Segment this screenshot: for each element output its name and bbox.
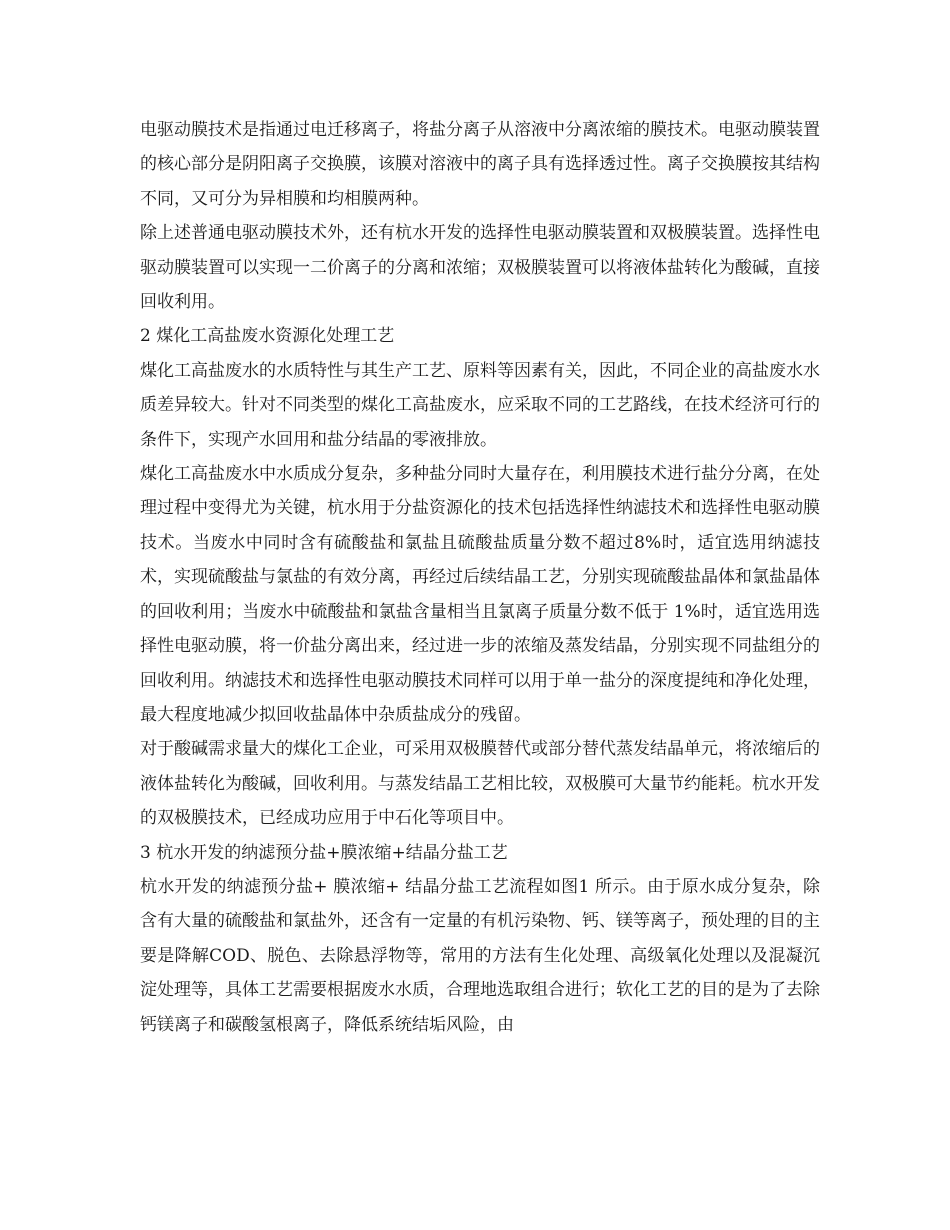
paragraph-selective-bipolar-membrane: 除上述普通电驱动膜技术外，还有杭水开发的选择性电驱动膜装置和双极膜装置。选择性电驱动膜装置可以实现一二价离子的分离和浓缩；双极膜装置可以将液体盐转化为酸碱，直接回收利用。 <box>140 223 820 313</box>
paragraph-process-flow: 杭水开发的纳滤预分盐+ 膜浓缩+ 结晶分盐工艺流程如图1 所示。由于原水成分复杂，除含有大量的硫酸盐和氯盐外，还含有一定量的有机污染物、钙、镁等离子，预处理的目的主要是降解COD、脱色、去除悬浮物等，常用的方法有生化处理、高级氧化处理以及混凝沉淀处理等，具体工艺需要根据废水水质，合理地选取组合进行；软化工艺的目的是为了去除钙镁离子和碳酸氢根离子，降低系统结垢风险，由 <box>140 876 820 1035</box>
paragraph-electro-membrane-intro: 电驱动膜技术是指通过电迁移离子，将盐分离子从溶液中分离浓缩的膜技术。电驱动膜装置的核心部分是阴阳离子交换膜，该膜对溶液中的离子具有选择透过性。离子交换膜按其结构不同，又可分为异相膜和均相膜两种。 <box>140 120 820 209</box>
paragraph-acid-base-recovery: 对于酸碱需求量大的煤化工企业，可采用双极膜替代或部分替代蒸发结晶单元，将浓缩后的液体盐转化为酸碱，回收利用。与蒸发结晶工艺相比较，双极膜可大量节约能耗。杭水开发的双极膜技术，已经成功应用于中石化等项目中。 <box>140 739 820 829</box>
section-heading-3: 3 杭水开发的纳滤预分盐+膜浓缩+结晶分盐工艺 <box>140 842 508 863</box>
section-heading-2: 2 煤化工高盐废水资源化处理工艺 <box>140 326 395 347</box>
paragraph-wastewater-characteristics: 煤化工高盐废水的水质特性与其生产工艺、原料等因素有关，因此，不同企业的高盐废水水质差异较大。针对不同类型的煤化工高盐废水，应采取不同的工艺路线，在技术经济可行的条件下，实现产水回用和盐分结晶的零液排放。 <box>140 360 820 450</box>
document-page <box>140 113 820 1042</box>
paragraph-salt-separation: 煤化工高盐废水中水质成分复杂，多种盐分同时大量存在，利用膜技术进行盐分分离，在处理过程中变得尤为关键，杭水用于分盐资源化的技术包括选择性纳滤技术和选择性电驱动膜技术。当废水中同时含有硫酸盐和氯盐且硫酸盐质量分数不超过8%时，适宜选用纳滤技术，实现硫酸盐与氯盐的有效分离，再经过后续结晶工艺，分别实现硫酸盐晶体和氯盐晶体的回收利用；当废水中硫酸盐和氯盐含量相当且氯离子质量分数不低于 1%时，适宜选用选择性电驱动膜，将一价盐分离出来，经过进一步的浓缩及蒸发结晶，分别实现不同盐组分的回收利用。纳滤技术和选择性电驱动膜技术同样可以用于单一盐分的深度提纯和净化处理，最大程度地减少拟回收盐晶体中杂质盐成分的残留。 <box>140 464 820 725</box>
